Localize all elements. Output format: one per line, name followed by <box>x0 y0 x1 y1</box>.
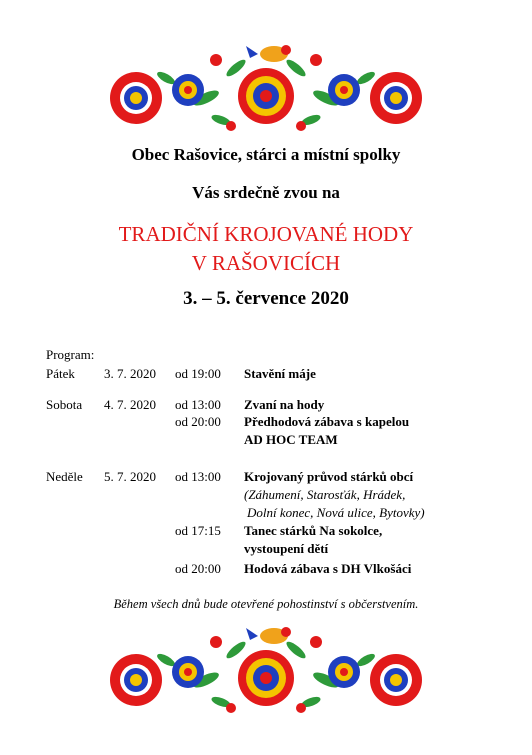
event-title: Stavění máje <box>244 366 316 381</box>
event-title-line1: TRADIČNÍ KROJOVANÉ HODY <box>118 222 414 246</box>
event-time: od 20:00 <box>175 414 221 429</box>
day-date: 3. 7. 2020 <box>104 366 156 381</box>
organizers-line: Obec Rašovice, stárci a místní spolky <box>131 145 401 164</box>
event-note: (Záhumení, Starosťák, Hrádek, <box>244 487 406 502</box>
event-title: Předhodová zábava s kapelou <box>244 414 410 429</box>
day-name: Sobota <box>46 397 83 412</box>
day-date: 4. 7. 2020 <box>104 397 156 412</box>
event-note: Dolní konec, Nová ulice, Bytovky) <box>247 505 425 520</box>
folk-flower-ornament-icon <box>0 620 532 716</box>
day-name: Pátek <box>46 366 75 381</box>
event-title: Tanec stárků Na sokolce, <box>244 523 383 538</box>
event-title-cont: vystoupení dětí <box>244 541 329 556</box>
footer-note: Během všech dnů bude otevřené pohostinství s občerstvením. <box>113 597 419 611</box>
event-time: od 19:00 <box>175 366 221 381</box>
day-date: 5. 7. 2020 <box>104 469 156 484</box>
event-title: Krojovaný průvod stárků obcí <box>244 469 414 484</box>
day-name: Neděle <box>46 469 83 484</box>
event-title: Zvaní na hody <box>244 397 325 412</box>
event-time: od 13:00 <box>175 397 221 412</box>
folk-flower-ornament-icon <box>0 38 532 134</box>
program-label: Program: <box>46 347 95 362</box>
event-dates: 3. – 5. července 2020 <box>183 288 349 309</box>
event-title-cont: AD HOC TEAM <box>244 432 338 447</box>
invite-line: Vás srdečně zvou na <box>192 183 340 202</box>
event-time: od 13:00 <box>175 469 221 484</box>
event-time: od 17:15 <box>175 523 221 538</box>
event-time: od 20:00 <box>175 561 221 576</box>
event-title-line2: V RAŠOVICÍCH <box>191 251 341 275</box>
event-title: Hodová zábava s DH Vlkošáci <box>244 561 412 576</box>
